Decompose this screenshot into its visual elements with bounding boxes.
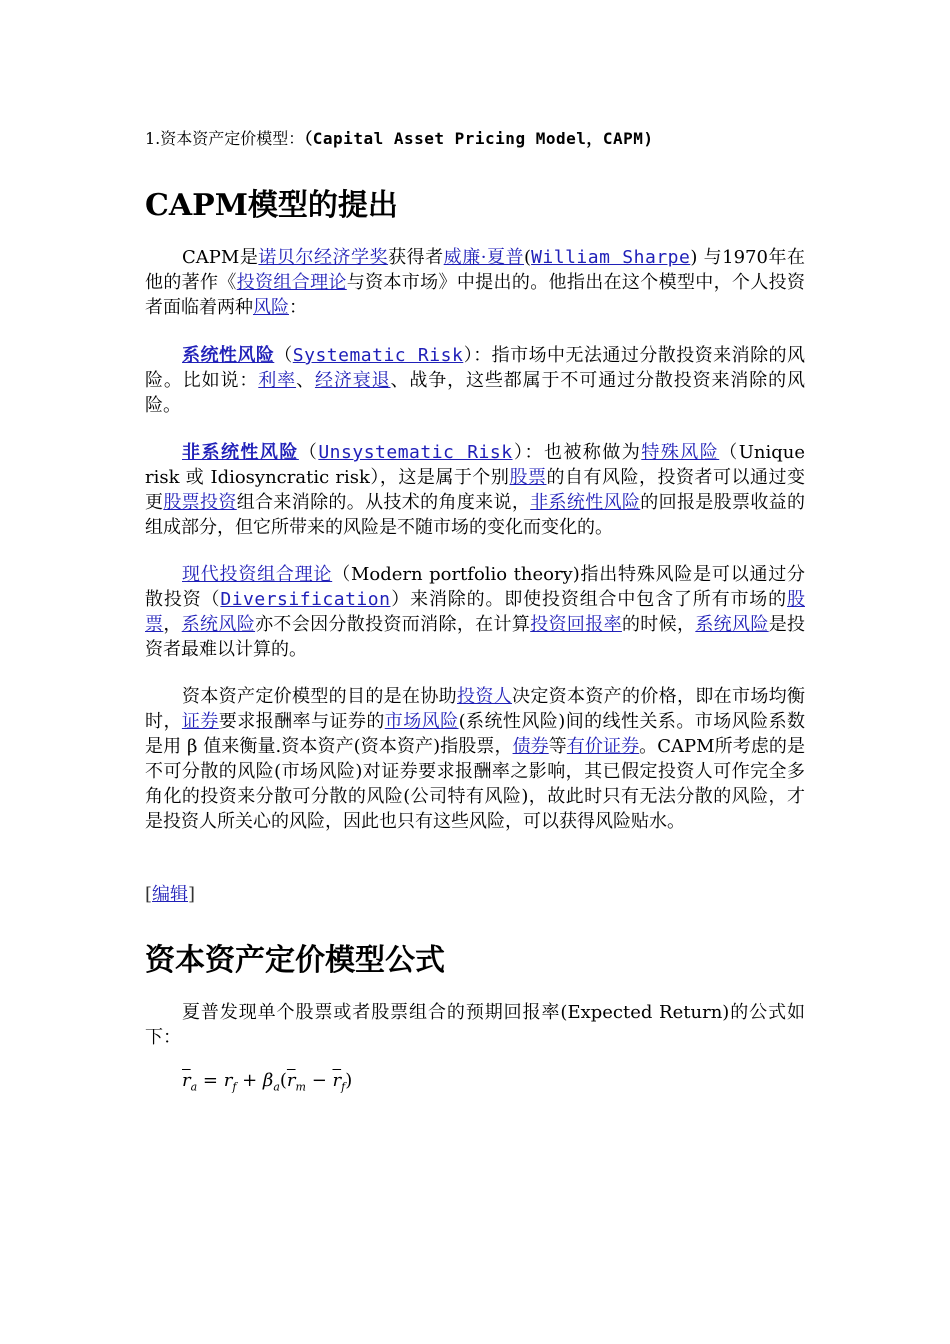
formula-paren-open: ( [279,1070,287,1091]
text: (系统性风险)间的线性关系。市场风险系数是用 β 值来衡量.资本资产(资本资产)指股票， [145,711,806,757]
text: ）来消除的。即使投资组合中包含了所有市场的 [390,589,787,610]
paragraph-modern-portfolio [145,562,805,662]
paragraph-unsystematic-risk [145,440,805,540]
text: 资本资产定价模型的目的是在协助 [182,686,457,707]
text: CAPM是 [182,247,259,268]
section-title-capm-formula: 资本资产定价模型公式 [145,943,445,978]
text: ）：指市场中无法通过分散投资来消除的风险。比如说： [145,345,806,391]
link-diversification[interactable]: Diversification [220,589,391,610]
link-marketable-securities[interactable]: 有价证券 [566,736,640,757]
formula-sub-m: m [295,1080,306,1094]
link-interest-rate[interactable]: 利率 [258,370,297,391]
text: 与资本市场》中提出的。他指出在这个模型中，个人投资者面临着两种 [145,272,806,318]
link-systemic-risk[interactable]: 系统风险 [181,614,256,635]
formula-sub-beta: a [273,1080,280,1094]
formula-r-f: r [223,1070,233,1091]
text: ： [289,297,307,318]
link-william-sharpe-en[interactable]: William Sharpe [531,247,691,268]
text: （Unique risk 或 Idiosyncratic risk），这是属于个别 [145,442,806,488]
text: 是投资者最难以计算的。 [145,614,806,660]
section-title-capm-origin: CAPM模型的提出 [145,188,398,223]
link-unsystematic-risk-2[interactable]: 非系统性风险 [530,492,641,513]
formula-sub-f-2: f [341,1080,346,1094]
link-bonds[interactable]: 债券 [512,736,549,757]
text: ) 与1970年在他的著作《 [145,247,805,293]
link-securities[interactable]: 证券 [181,711,219,732]
text: 等 [548,736,567,757]
text: 决定资本资产的价格，即在市场均衡时， [145,686,805,732]
formula-paren-close: ) [345,1070,353,1091]
intro-english: （Capital Asset Pricing Model，CAPM) [304,129,654,148]
paragraph-capm-purpose [145,684,805,834]
formula-plus: + [236,1070,263,1091]
link-specific-risk[interactable]: 特殊风险 [641,442,720,463]
link-william-sharpe-cn[interactable]: 威廉·夏普 [443,247,525,268]
text: （ [298,442,319,463]
link-risk[interactable]: 风险 [253,297,289,318]
text: 亦不会因分散投资而消除，在计算 [255,614,531,635]
link-recession[interactable]: 经济衰退 [314,370,391,391]
bracket-close: ] [188,884,196,905]
link-unsystematic-risk[interactable]: 非系统性风险 [182,442,299,463]
paragraph-expected-return: 夏普发现单个股票或者股票组合的预期回报率(Expected Return)的公式如下： [145,1002,805,1048]
formula-sub-a: a [190,1080,198,1094]
link-stock[interactable]: 股票 [509,467,547,488]
formula-r-a: $\overline{r}$ [182,1070,191,1091]
text: 的回报是股票收益的组成部分，但它所带来的风险是不随市场的变化而变化的。 [145,492,806,538]
edit-link[interactable]: 编辑 [152,884,189,905]
link-roi[interactable]: 投资回报率 [530,614,622,635]
formula-sub-f: f [232,1080,237,1094]
edit-section-link [145,880,195,906]
text: （ [274,345,293,366]
text: ( [524,247,532,268]
link-market-risk[interactable]: 市场风险 [384,711,459,732]
paragraph-capm-intro [145,245,805,320]
formula-equals: = [197,1070,224,1091]
text: 。CAPM所考虑的是不可分散的风险(市场风险)对证券要求报酬率之影响，其已假定投资人可作完全多角化的投资来分散可分散的风险(公司特有风险)，故此时只有无法分散的风险，才是投资人所关心的风险，因此也只有这些风险，可以获得风险贴水。 [145,736,805,832]
link-systemic-risk-2[interactable]: 系统风险 [695,614,769,635]
text: 的时候， [621,614,696,635]
link-unsystematic-risk-en[interactable]: Unsystematic Risk [318,442,513,463]
formula-minus: − [305,1070,333,1091]
text: 、战争，这些都属于不可通过分散投资来消除的风险。 [145,370,806,416]
link-nobel-prize[interactable]: 诺贝尔经济学奖 [258,247,389,268]
link-portfolio-theory[interactable]: 投资组合理论 [236,272,347,293]
text: ）：也被称做为 [512,442,642,463]
link-systematic-risk[interactable]: 系统性风险 [182,345,275,366]
text: 获得者 [388,247,444,268]
text: 的自有风险，投资者可以通过变更 [145,467,806,513]
capm-formula [182,1070,352,1094]
link-stock-2[interactable]: 股票 [145,589,805,635]
text: ， [163,614,182,635]
intro-line [145,126,654,149]
link-stock-investment[interactable]: 股票投资 [163,492,237,513]
text: 要求报酬率与证券的 [218,711,385,732]
link-modern-portfolio-theory[interactable]: 现代投资组合理论 [182,564,333,585]
link-investor[interactable]: 投资人 [457,686,512,707]
formula-r-f-bar: $\overline{r}$ [332,1070,342,1091]
bracket-open: [ [145,884,153,905]
paragraph-systematic-risk [145,343,805,418]
text: （Modern portfolio theory)指出特殊风险是可以通过分散投资（ [145,564,806,610]
formula-beta: β [262,1070,274,1091]
text: 、 [296,370,315,391]
intro-prefix: 1.资本资产定价模型： [145,129,305,148]
link-systematic-risk-en[interactable]: Systematic Risk [292,345,464,366]
formula-r-m: $\overline{r}$ [286,1070,296,1091]
text: 组合来消除的。从技术的角度来说， [236,492,531,513]
